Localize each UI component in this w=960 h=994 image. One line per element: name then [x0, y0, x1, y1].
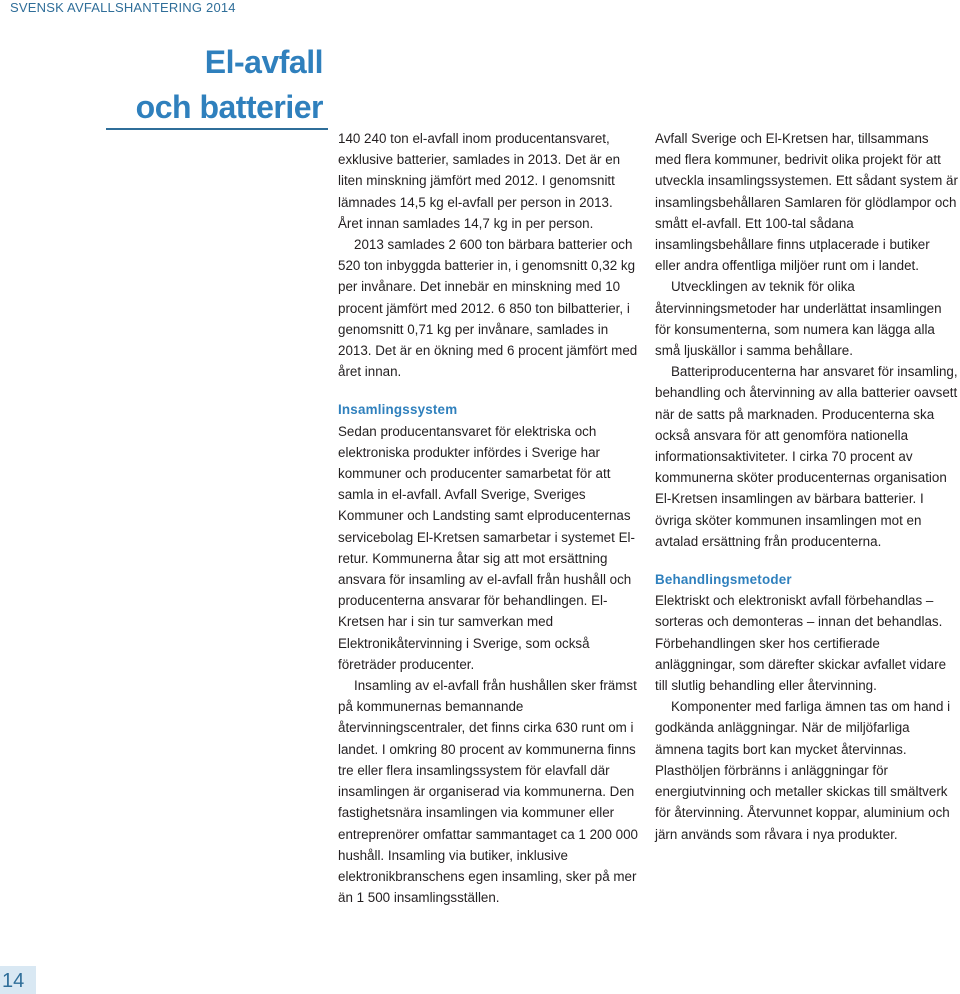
- page-title-line-2: och batterier: [135, 89, 323, 125]
- section-heading-insamlingssystem: Insamlingssystem: [338, 402, 458, 418]
- collection-paragraph: Sedan producentansvaret för elektriska och elektroniska produkter infördes i Sverige har kommuner och producenter samarbetat för att samla in el-avfall. Avfall Sverige, Sveriges Kommuner och Landsting samt elproducenternas servicebolag El-Kretsen samarbetar i systemet El-retur. Kommunerna åtar sig att mot ersättning ansvara för insamling av el-avfall från hushåll och producenterna ansvarar för behandlingen. El-Kretsen har i sin tur samverkan med Elektronikåtervinning i Sverige, som också företräder producenter.: [338, 423, 635, 672]
- battery-producers-paragraph: Batteriproducenterna har ansvaret för insamling, behandling och återvinning av alla batterier oavsett när de satts på marknaden. Producenterna ska också ansvara för att genomföra nationella informationsaktiviteter. I cirka 70 procent av kommunerna sköter producenternas organisation El-Kretsen insamlingen av bärbara batterier. I övriga sköter kommunen insamlingen mot en avtalad ersättning från producenterna.: [655, 364, 958, 549]
- title-divider: [106, 128, 328, 130]
- intro-paragraph: 140 240 ton el-avfall inom producentansvaret, exklusive batterier, samlades in 2013. Det är en liten minskning jämfört med 2012. I genomsnitt lämnades 14,5 kg el-avfall per person in 2013. Året innan samlades 14,7 kg in per person.: [338, 131, 621, 231]
- left-text-column: [338, 128, 638, 908]
- components-paragraph: Komponenter med farliga ämnen tas om hand i godkända anläggningar. När de miljöfarliga ämnena tagits bort kan mycket återvinnas. Plasthöljen förbränns i anläggningar för energiutvinning och metaller skickas till smältverk för återvinning. Återvunnet koppar, aluminium och järn används som råvara i nya produkter.: [655, 699, 951, 842]
- running-header: SVENSK AVFALLSHANTERING 2014: [10, 0, 236, 15]
- pretreatment-paragraph: Elektriskt och elektroniskt avfall förbehandlas – sorteras och demonteras – innan det behandlas. Förbehandlingen sker hos certifierade anläggningar, som därefter skickar avfallet vidare till slutlig behandling eller återvinning.: [655, 593, 947, 694]
- section-heading-behandlingsmetoder: Behandlingsmetoder: [655, 572, 792, 588]
- technology-paragraph: Utvecklingen av teknik för olika återvinningsmetoder har underlättat insamlingen för konsumenterna, som numera kan lägga alla små ljuskällor i samma behållare.: [655, 279, 942, 359]
- page-number: 14: [2, 970, 25, 992]
- page-title: [136, 40, 323, 130]
- right-text-column: [655, 128, 958, 845]
- household-collection-paragraph: Insamling av el-avfall från hushållen sker främst på kommunernas bemannande återvinningscentraler, det finns cirka 630 runt om i landet. I omkring 80 procent av kommunerna finns tre eller flera insamlingssystem för elavfall där insamlingen är organiserad via kommunerna. Den fastighetsnära insamlingen via kommuner eller entreprenörer omfattar sammantaget ca 1 200 000 hushåll. Insamling via butiker, inklusive elektronikbranschens egen insamling, sker på mer än 1 500 insamlingsställen.: [338, 678, 638, 906]
- projects-paragraph: Avfall Sverige och El-Kretsen har, tillsammans med flera kommuner, bedrivit olika projekt för att utveckla insamlingssystemen. Ett sådant system är insamlingsbehållaren Samlaren för glödlampor och smått el-avfall. Ett 100-tal sådana insamlingsbehållare finns utplacerade i butiker eller andra offentliga miljöer runt om i landet.: [655, 131, 958, 274]
- batteries-paragraph: 2013 samlades 2 600 ton bärbara batterier och 520 ton inbyggda batterier in, i genomsnitt 0,32 kg per invånare. Det innebär en minskning med 10 procent jämfört med 2012. 6 850 ton bilbatterier, i genomsnitt 0,71 kg per invånare, samlades in 2013. Det är en ökning med 6 procent jämfört med året innan.: [338, 237, 638, 380]
- page-title-line-1: El-avfall: [204, 44, 323, 80]
